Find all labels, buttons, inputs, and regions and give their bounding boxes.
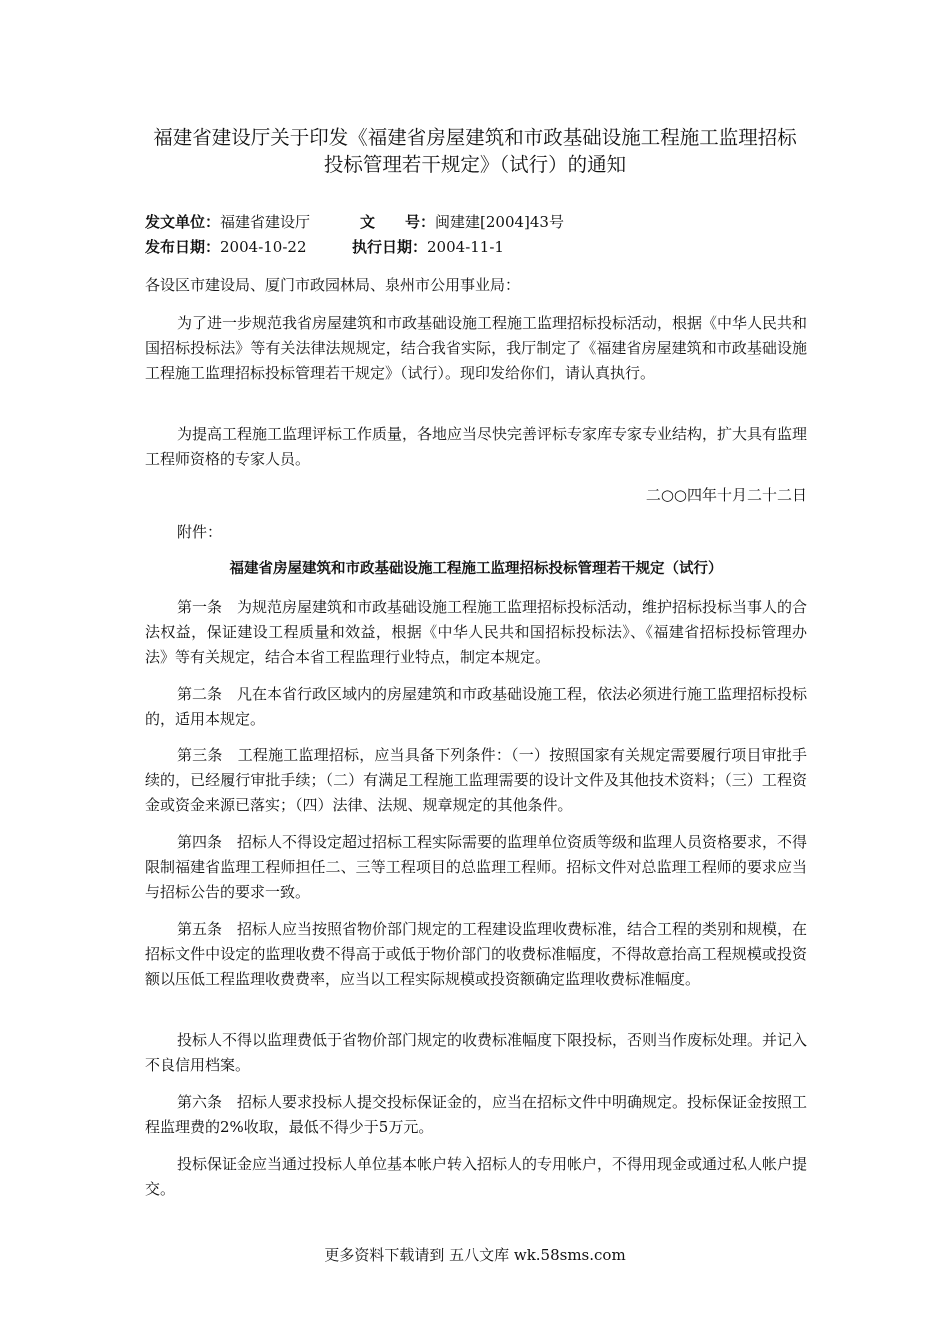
exec-date-label: 执行日期： <box>352 238 428 256</box>
paragraph-1: 为了进一步规范我省房屋建筑和市政基础设施工程施工监理招标投标活动，根据《中华人民共和国招标投标法》等有关法律法规规定，结合我省实际，我厅制定了《福建省房屋建筑和市政基础设施工程施工监理招标投标管理若干规定》（试行）。现印发给你们，请认真执行。 <box>145 314 808 382</box>
article-2: 第二条 凡在本省行政区域内的房屋建筑和市政基础设施工程，依法必须进行施工监理招标投标的，适用本规定。 <box>145 685 808 728</box>
meta-exec-date <box>352 236 504 258</box>
exec-date-value: 2004-11-1 <box>427 238 504 256</box>
pub-date-label: 发布日期： <box>145 238 221 256</box>
article-5-para-2: 投标人不得以监理费低于省物价部门规定的收费标准幅度下限投标，否则当作废标处理。并记入不良信用档案。 <box>145 1031 808 1074</box>
salutation: 各设区市建设局、厦门市政园林局、泉州市公用事业局： <box>145 276 521 294</box>
article-4: 第四条 招标人不得设定超过招标工程实际需要的监理单位资质等级和监理人员资格要求，不得限制福建省监理工程师担任二、三等工程项目的总监理工程师。招标文件对总监理工程师的要求应当与招标公告的要求一致。 <box>145 833 808 901</box>
signature-date: 二○○四年十月二十二日 <box>645 486 807 504</box>
pub-date-value: 2004-10-22 <box>220 238 307 256</box>
docno-value: 闽建建[2004]43号 <box>435 213 564 231</box>
article-6: 第六条 招标人要求投标人提交投标保证金的，应当在招标文件中明确规定。投标保证金按照工程监理费的2%收取，最低不得少于5万元。 <box>145 1093 808 1136</box>
docno-label: 文 号： <box>360 213 436 231</box>
meta-row-1 <box>145 211 310 233</box>
issuer-label: 发文单位： <box>145 213 221 231</box>
article-1: 第一条 为规范房屋建筑和市政基础设施工程施工监理招标投标活动，维护招标投标当事人的合法权益，保证建设工程质量和效益，根据《中华人民共和国招标投标法》、《福建省招标投标管理办法》等有关规定，结合本省工程监理行业特点，制定本规定。 <box>145 598 808 666</box>
issuer-value: 福建省建设厅 <box>220 213 311 231</box>
article-5: 第五条 招标人应当按照省物价部门规定的工程建设监理收费标准，结合工程的类别和规模，在招标文件中设定的监理收费不得高于或低于物价部门的收费标准幅度，不得故意抬高工程规模或投资额以压低工程监理收费费率，应当以工程实际规模或投资额确定监理收费标准幅度。 <box>145 920 808 988</box>
footer-promo: 更多资料下载请到 五八文库 wk.58sms.com <box>324 1246 626 1264</box>
meta-docno <box>360 211 564 233</box>
attachment-title: 福建省房屋建筑和市政基础设施工程施工监理招标投标管理若干规定（试行） <box>229 561 723 577</box>
article-3: 第三条 工程施工监理招标，应当具备下列条件：（一）按照国家有关规定需要履行项目审批手续的，已经履行审批手续；（二）有满足工程施工监理需要的设计文件及其他技术资料；（三）工程资金或资金来源已落实；（四）法律、法规、规章规定的其他条件。 <box>145 746 807 814</box>
document-title: 福建省建设厅关于印发《福建省房屋建筑和市政基础设施工程施工监理招标投标管理若干规定》（试行）的通知 <box>153 126 797 176</box>
article-6-para-2: 投标保证金应当通过投标人单位基本帐户转入招标人的专用帐户，不得用现金或通过私人帐户提交。 <box>145 1155 808 1198</box>
attachment-label: 附件： <box>177 523 223 541</box>
paragraph-2: 为提高工程施工监理评标工作质量，各地应当尽快完善评标专家库专家专业结构，扩大具有监理工程师资格的专家人员。 <box>145 425 808 468</box>
meta-row-2 <box>145 236 307 258</box>
